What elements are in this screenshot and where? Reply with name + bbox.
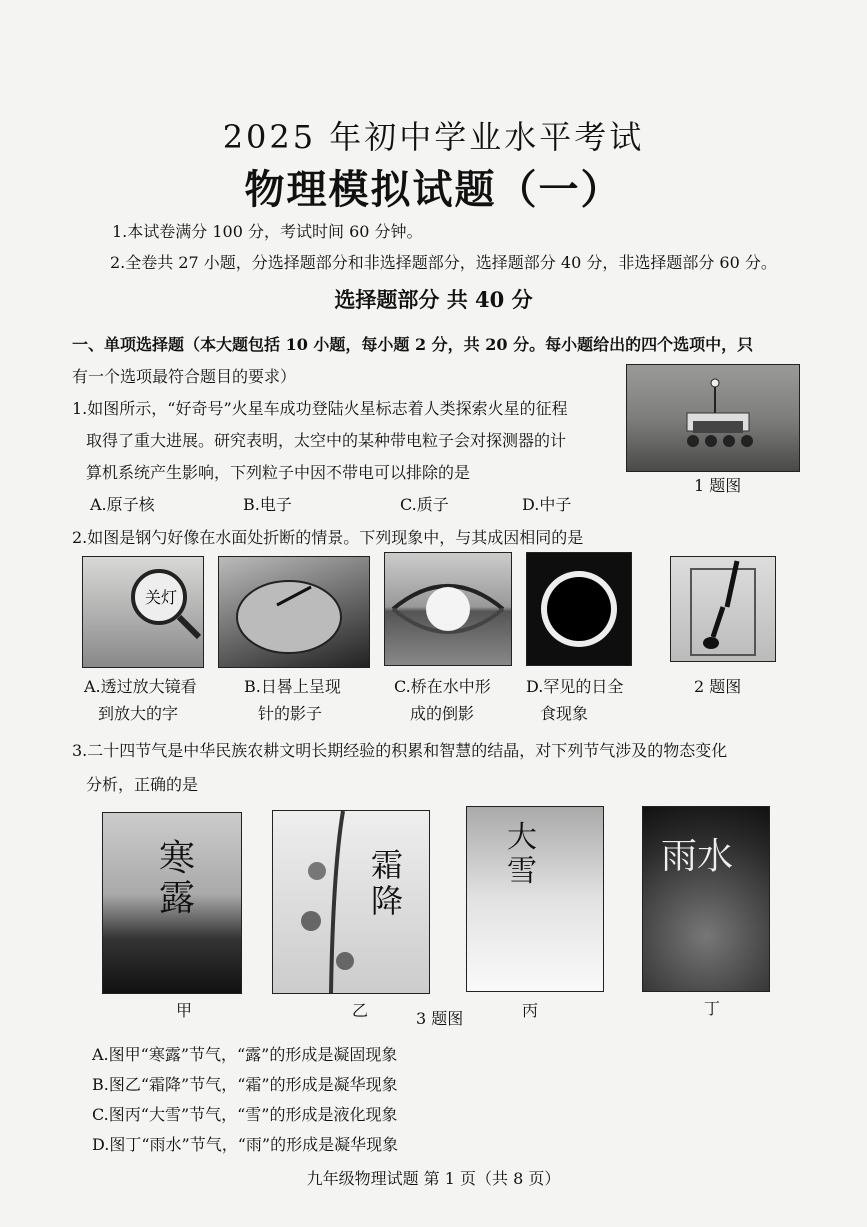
bridge-illustration <box>385 553 511 665</box>
q2-option-c-line2: 成的倒影 <box>410 704 475 723</box>
spoon-illustration <box>671 557 775 661</box>
poster-yushui-title: 雨水 <box>661 836 734 877</box>
poster-daxue <box>466 806 604 992</box>
q2-option-c-line1: C.桥在水中形 <box>394 677 491 696</box>
q2-option-b-line2: 针的影子 <box>258 704 323 723</box>
q1-option-d: D.中子 <box>522 495 572 514</box>
q2-stem: 2.如图是钢勺好像在水面处折断的情景。下列现象中，与其成因相同的是 <box>72 528 584 547</box>
q2-option-a-line2: 到放大的字 <box>98 704 179 723</box>
spoon-in-water-photo <box>670 556 776 662</box>
q2-option-a-line1: A.透过放大镜看 <box>84 677 197 696</box>
magnifier-illustration <box>83 557 203 667</box>
q1-option-c: C.质子 <box>400 495 449 514</box>
q2-option-d-line2: 食现象 <box>540 704 589 723</box>
q3-option-c: C.图丙“大雪”节气，“雪”的形成是液化现象 <box>92 1105 398 1124</box>
q1-option-a: A.原子核 <box>90 495 155 514</box>
rover-illustration <box>627 365 799 471</box>
poster-caption-yi: 乙 <box>352 1001 369 1020</box>
poster-caption-bing: 丙 <box>522 1001 539 1020</box>
q1-line3: 算机系统产生影响，下列粒子中因不带电可以排除的是 <box>86 463 471 482</box>
q3-figure-caption: 3 题图 <box>416 1009 464 1028</box>
exam-title: 2025 年初中学业水平考试 <box>222 118 645 156</box>
part-heading-line2: 有一个选项最符合题目的要求） <box>72 367 297 386</box>
poster-hanlu <box>102 812 242 994</box>
paper-title: 物理模拟试题（一） <box>244 166 623 213</box>
section-title: 选择题部分 共 40 分 <box>334 287 533 312</box>
poster-shuangjiang <box>272 810 430 994</box>
q1-option-b: B.电子 <box>243 495 292 514</box>
q3-option-a: A.图甲“寒露”节气，“露”的形成是凝固现象 <box>92 1045 398 1064</box>
q1-line1: 1.如图所示，“好奇号”火星车成功登陆火星标志着人类探索火星的征程 <box>72 399 568 418</box>
instruction-2: 2.全卷共 27 小题，分选择题部分和非选择题部分，选择题部分 40 分，非选择题部分 60 分。 <box>110 253 777 272</box>
solar-eclipse-photo <box>526 552 632 666</box>
sign-text: 关灯 <box>145 588 178 607</box>
q3-option-b: B.图乙“霜降”节气，“霜”的形成是凝华现象 <box>92 1075 398 1094</box>
q3-option-d: D.图丁“雨水”节气，“雨”的形成是凝华现象 <box>92 1135 399 1154</box>
poster-daxue-title: 大雪 <box>507 820 537 889</box>
q2-option-d-line1: D.罕见的日全 <box>526 677 624 696</box>
instruction-1: 1.本试卷满分 100 分，考试时间 60 分钟。 <box>112 222 423 241</box>
eclipse-illustration <box>527 553 631 665</box>
poster-hanlu-title: 寒露 <box>159 838 196 919</box>
page-footer: 九年级物理试题 第 1 页（共 8 页） <box>306 1169 561 1188</box>
poster-caption-jia: 甲 <box>176 1001 193 1020</box>
sundial-illustration <box>219 557 369 667</box>
q3-line1: 3.二十四节气是中华民族农耕文明长期经验的积累和智慧的结晶，对下列节气涉及的物态变化 <box>72 741 728 760</box>
q3-line2: 分析，正确的是 <box>86 775 199 794</box>
poster-caption-ding: 丁 <box>704 999 721 1018</box>
poster-shuangjiang-title: 霜降 <box>371 846 404 920</box>
q1-line2: 取得了重大进展。研究表明，太空中的某种带电粒子会对探测器的计 <box>86 431 567 450</box>
q2-figure-caption: 2 题图 <box>694 677 742 696</box>
poster-yushui <box>642 806 770 992</box>
sundial-photo <box>218 556 370 668</box>
bridge-reflection-photo <box>384 552 512 666</box>
q2-option-b-line1: B.日晷上呈现 <box>244 677 341 696</box>
magnifier-photo <box>82 556 204 668</box>
q1-figure-caption: 1 题图 <box>694 476 742 495</box>
mars-rover-photo <box>626 364 800 472</box>
part-heading-line1: 一、单项选择题（本大题包括 10 小题，每小题 2 分，共 20 分。每小题给出的四个选项中，只 <box>72 335 754 354</box>
